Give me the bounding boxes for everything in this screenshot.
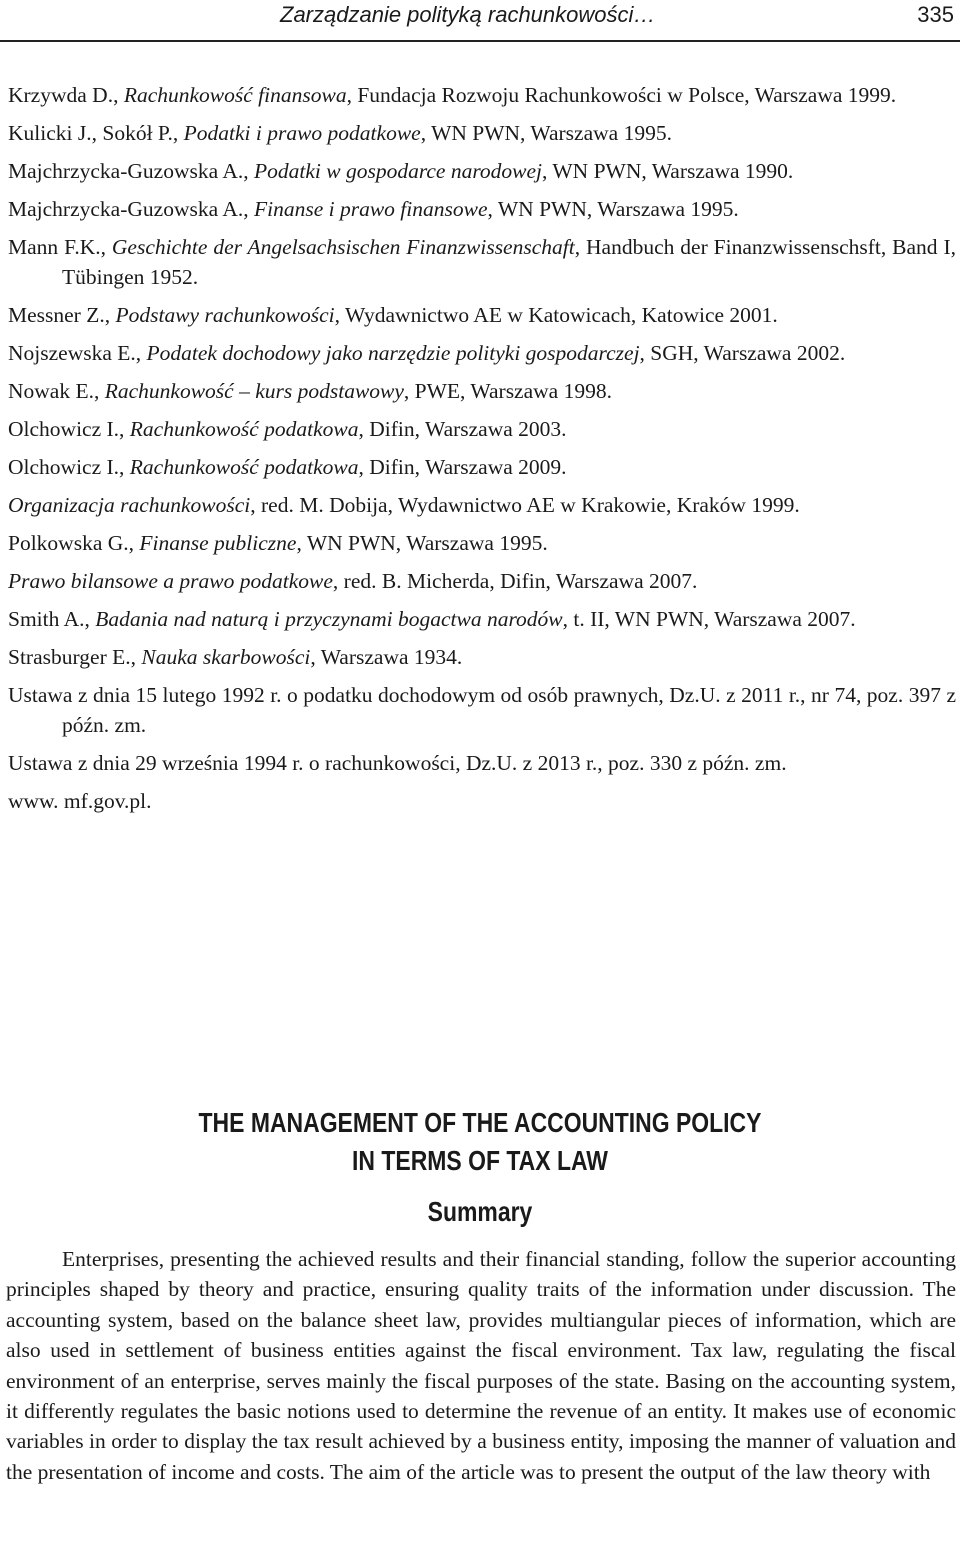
bibliography-list [8,80,956,824]
summary-heading: Summary [427,1196,533,1227]
reference-item: Organizacja rachunkowości, red. M. Dobija, Wydawnictwo AE w Krakowie, Kraków 1999. [8,493,800,517]
reference-item: Kulicki J., Sokół P., Podatki i prawo podatkowe, WN PWN, Warszawa 1995. [8,121,672,145]
article-title-block [0,1104,960,1230]
page-header [0,0,960,44]
reference-item: Messner Z., Podstawy rachunkowości, Wydawnictwo AE w Katowicach, Katowice 2001. [8,303,778,327]
reference-item: Mann F.K., Geschichte der Angelsachsischen Finanzwissenschaft, Handbuch der Finanzwissenschsft, Band I, Tübingen 1952. [8,235,957,289]
reference-item: Strasburger E., Nauka skarbowości, Warszawa 1934. [8,645,463,669]
article-title-line-2: IN TERMS OF TAX LAW [352,1145,608,1176]
reference-item: Krzywda D., Rachunkowość finansowa, Fundacja Rozwoju Rachunkowości w Polsce, Warszawa 1999. [8,83,897,107]
header-rule [0,40,960,42]
reference-item: Nojszewska E., Podatek dochodowy jako narzędzie polityki gospodarczej, SGH, Warszawa 2002. [8,341,846,365]
summary-paragraph: Enterprises, presenting the achieved results and their financial standing, follow the superior accounting principles shaped by theory and practice, ensuring quality traits of the information under discussion. The accounting system, based on the balance sheet law, provides multiangular pieces of information, which are also used in settlement of business entities against the fiscal environment. Tax law, regulating the fiscal environment of an enterprise, serves mainly the fiscal purposes of the state. Basing on the accounting system, it differently regulates the basic notions used to determine the revenue of an entity. It makes use of economic variables in order to display the tax result achieved by a business entity, imposing the manner of valuation and the presentation of income and costs. The aim of the article was to present the output of the law theory with [6,1247,956,1484]
reference-item: Majchrzycka-Guzowska A., Finanse i prawo finansowe, WN PWN, Warszawa 1995. [8,197,739,221]
reference-item: Majchrzycka-Guzowska A., Podatki w gospodarce narodowej, WN PWN, Warszawa 1990. [8,159,794,183]
reference-item: Nowak E., Rachunkowość – kurs podstawowy, PWE, Warszawa 1998. [8,379,612,403]
reference-item-url[interactable]: www. mf.gov.pl. [8,789,152,813]
reference-item: Ustawa z dnia 29 września 1994 r. o rachunkowości, Dz.U. z 2013 r., poz. 330 z późn. zm. [8,751,787,775]
article-title-line-1: THE MANAGEMENT OF THE ACCOUNTING POLICY [198,1107,762,1138]
page-number: 335 [917,2,954,27]
reference-item: Olchowicz I., Rachunkowość podatkowa, Difin, Warszawa 2009. [8,455,567,479]
running-title: Zarządzanie polityką rachunkowości… [280,2,656,27]
reference-item: Polkowska G., Finanse publiczne, WN PWN, Warszawa 1995. [8,531,548,555]
reference-item: Olchowicz I., Rachunkowość podatkowa, Difin, Warszawa 2003. [8,417,567,441]
reference-item: Prawo bilansowe a prawo podatkowe, red. B. Micherda, Difin, Warszawa 2007. [8,569,698,593]
reference-item: Smith A., Badania nad naturą i przyczynami bogactwa narodów, t. II, WN PWN, Warszawa 2007. [8,607,856,631]
reference-item: Ustawa z dnia 15 lutego 1992 r. o podatku dochodowym od osób prawnych, Dz.U. z 2011 r., nr 74, poz. 397 z późn. zm. [8,683,956,737]
